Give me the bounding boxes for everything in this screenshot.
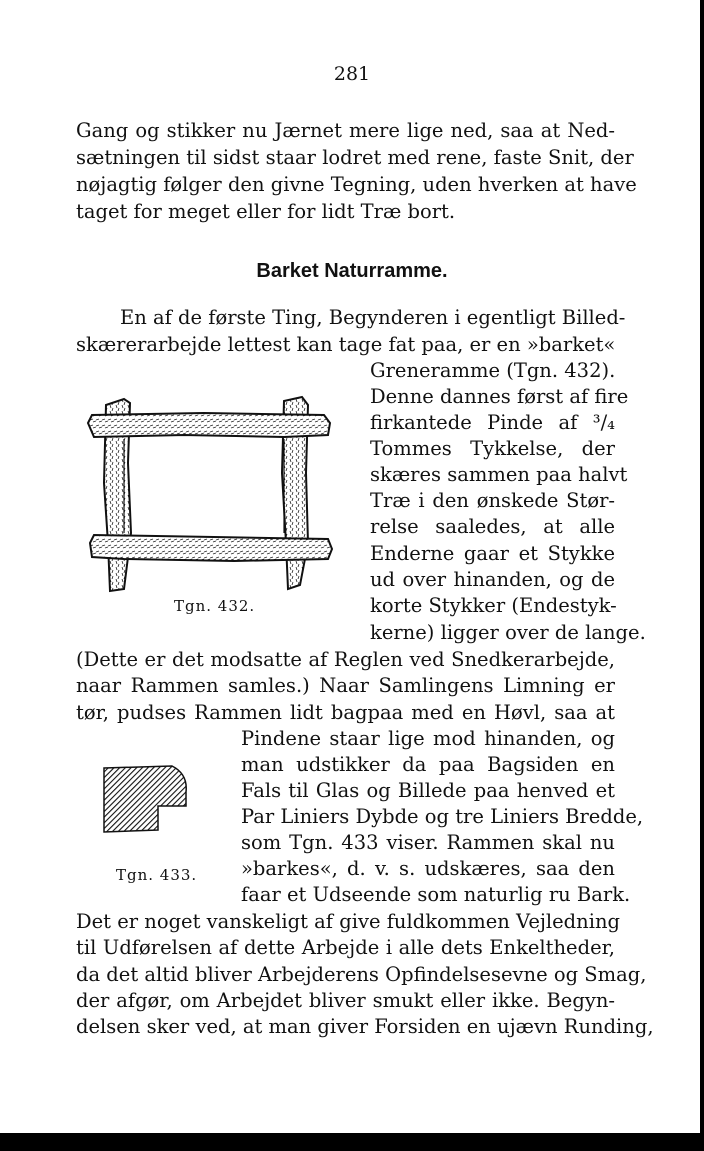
caption-433: Tgn. 433.	[116, 866, 198, 884]
text-line: Pindene staar lige mod hinanden, og	[241, 727, 615, 750]
frame-top-bar	[88, 413, 330, 437]
text-line: faar et Udseende som naturlig ru Bark.	[241, 883, 631, 906]
text-line: (Dette er det modsatte af Reglen ved Snedkerarbejde,	[76, 648, 615, 671]
text-line: relse saaledes, at alle	[370, 515, 615, 538]
text-line: ud over hinanden, og de	[370, 568, 615, 591]
text-line: »barkes«, d. v. s. udskæres, saa den	[241, 857, 615, 880]
text-line: Greneramme (Tgn. 432).	[370, 359, 616, 382]
scan-border-right	[700, 0, 704, 1151]
section-heading: Barket Naturramme.	[256, 260, 448, 282]
text-line: En af de første Ting, Begynderen i egentligt Billed-	[120, 306, 626, 329]
text-line: Denne dannes først af fire	[370, 385, 629, 408]
text-line: naar Rammen samles.) Naar Samlingens Limning er	[76, 674, 615, 697]
text-line: korte Stykker (Endestyk-	[370, 594, 617, 617]
text-line: kerne) ligger over de lange.	[370, 621, 646, 644]
text-line: skærerarbejde lettest kan tage fat paa, er en »barket«	[76, 333, 616, 356]
text-line: delsen sker ved, at man giver Forsiden en ujævn Runding,	[76, 1015, 654, 1038]
frame-bottom-bar	[90, 535, 332, 561]
text-line: skæres sammen paa halvt	[370, 463, 628, 486]
text-line: Træ i den ønskede Stør-	[370, 489, 615, 512]
text-line: som Tgn. 433 viser. Rammen skal nu	[241, 831, 615, 854]
caption-432: Tgn. 432.	[174, 597, 256, 615]
figure-433-rebate-profile	[100, 764, 192, 836]
text-line: taget for meget eller for lidt Træ bort.	[76, 200, 456, 223]
text-line: Enderne gaar et Stykke	[370, 542, 615, 565]
text-line: nøjagtig følger den givne Tegning, uden hverken at have	[76, 173, 637, 196]
text-line: da det altid bliver Arbejderens Opfindelsesevne og Smag,	[76, 963, 647, 986]
text-line: Gang og stikker nu Jærnet mere lige ned, saa at Ned-	[76, 119, 615, 142]
text-line: der afgør, om Arbejdet bliver smukt eller ikke. Begyn-	[76, 989, 615, 1012]
text-line: sætningen til sidst staar lodret med rene, faste Snit, der	[76, 146, 634, 169]
text-line: tør, pudses Rammen lidt bagpaa med en Høvl, saa at	[76, 701, 615, 724]
scan-border-bottom	[0, 1133, 704, 1151]
text-line: Det er noget vanskeligt af give fuldkommen Vejledning	[76, 910, 621, 933]
text-line: Fals til Glas og Billede paa henved et	[241, 779, 615, 802]
text-line: firkantede Pinde af ³/₄	[370, 411, 615, 434]
text-line: Tommes Tykkelse, der	[370, 437, 615, 460]
figure-432-frame	[84, 393, 346, 593]
text-line: Par Liniers Dybde og tre Liniers Bredde,	[241, 805, 644, 828]
page-number: 281	[333, 63, 371, 85]
text-line: man udstikker da paa Bagsiden en	[241, 753, 615, 776]
text-line: til Udførelsen af dette Arbejde i alle dets Enkeltheder,	[76, 936, 615, 959]
